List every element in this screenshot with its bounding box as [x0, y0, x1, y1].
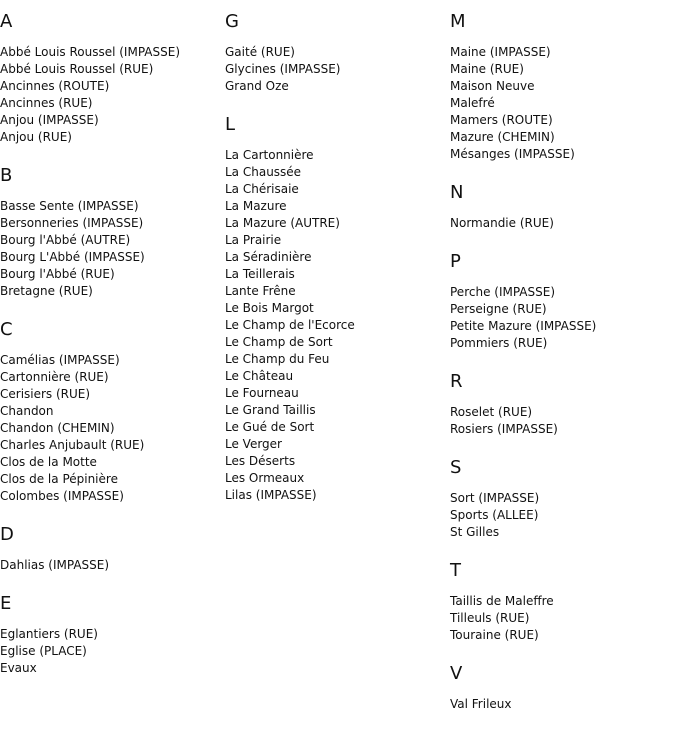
- street-list: [0, 44, 220, 146]
- street-column-1: [0, 8, 220, 693]
- street-name: Lilas (IMPASSE): [225, 488, 317, 502]
- letter-heading: E: [0, 593, 12, 614]
- street-name: Ancinnes (RUE): [0, 96, 93, 110]
- street-name: Ancinnes (ROUTE): [0, 79, 110, 93]
- street-column-3: [450, 8, 670, 729]
- street-name: Normandie (RUE): [450, 216, 554, 230]
- letter-section: [450, 660, 670, 713]
- street-column-2: [225, 8, 445, 520]
- street-list: [225, 147, 445, 504]
- street-list: [450, 215, 670, 232]
- street-name: La Séradinière: [225, 250, 312, 264]
- street-name: La Chérisaie: [225, 182, 299, 196]
- street-name: Mésanges (IMPASSE): [450, 147, 575, 161]
- letter-section: [450, 368, 670, 438]
- street-list: [225, 44, 445, 95]
- street-list: [450, 404, 670, 438]
- street-list: [450, 490, 670, 541]
- street-name: Anjou (RUE): [0, 130, 72, 144]
- street-name: Cartonnière (RUE): [0, 370, 109, 384]
- street-name: Rosiers (IMPASSE): [450, 422, 558, 436]
- street-name: Le Fourneau: [225, 386, 299, 400]
- street-name: Perseigne (RUE): [450, 302, 547, 316]
- letter-section: [0, 316, 220, 505]
- street-name: Clos de la Motte: [0, 455, 97, 469]
- street-name: Le Champ du Feu: [225, 352, 330, 366]
- street-name: Bourg l'Abbé (RUE): [0, 267, 115, 281]
- street-name: Maison Neuve: [450, 79, 535, 93]
- street-name: Camélias (IMPASSE): [0, 353, 120, 367]
- street-name: Pommiers (RUE): [450, 336, 548, 350]
- letter-heading: B: [0, 165, 13, 186]
- letter-heading: C: [0, 319, 13, 340]
- letter-section: [450, 454, 670, 541]
- street-name: Gaité (RUE): [225, 45, 295, 59]
- street-name: Malefré: [450, 96, 495, 110]
- street-name: Le Champ de l'Ecorce: [225, 318, 355, 332]
- letter-section: [0, 521, 220, 574]
- street-name: Le Gué de Sort: [225, 420, 315, 434]
- street-name: La Teillerais: [225, 267, 295, 281]
- letter-heading: D: [0, 524, 14, 545]
- street-name: Tilleuls (RUE): [450, 611, 530, 625]
- letter-heading: T: [450, 560, 461, 581]
- street-name: Abbé Louis Roussel (IMPASSE): [0, 45, 180, 59]
- street-name: Chandon (CHEMIN): [0, 421, 115, 435]
- street-name: Dahlias (IMPASSE): [0, 558, 110, 572]
- street-name: Charles Anjubault (RUE): [0, 438, 145, 452]
- letter-heading: N: [450, 182, 464, 203]
- letter-heading: P: [450, 251, 461, 272]
- street-name: Petite Mazure (IMPASSE): [450, 319, 597, 333]
- street-list: [0, 557, 220, 574]
- street-name: Mamers (ROUTE): [450, 113, 553, 127]
- street-name: Le Champ de Sort: [225, 335, 333, 349]
- street-name: Evaux: [0, 661, 37, 675]
- street-name: Les Ormeaux: [225, 471, 305, 485]
- street-name: Lante Frêne: [225, 284, 296, 298]
- street-name: Les Déserts: [225, 454, 296, 468]
- street-name: Eglantiers (RUE): [0, 627, 98, 641]
- street-name: Le Grand Taillis: [225, 403, 316, 417]
- street-list: [0, 198, 220, 300]
- street-name: Le Bois Margot: [225, 301, 314, 315]
- street-list: [450, 284, 670, 352]
- street-list: [450, 593, 670, 644]
- letter-section: [450, 248, 670, 352]
- street-name: La Chaussée: [225, 165, 302, 179]
- letter-section: [450, 179, 670, 232]
- street-name: Le Verger: [225, 437, 282, 451]
- street-name: Sort (IMPASSE): [450, 491, 540, 505]
- street-name: Bourg L'Abbé (IMPASSE): [0, 250, 145, 264]
- letter-section: [225, 111, 445, 504]
- street-name: La Mazure: [225, 199, 287, 213]
- street-name: Le Château: [225, 369, 294, 383]
- street-name: Sports (ALLEE): [450, 508, 539, 522]
- street-name: La Cartonnière: [225, 148, 314, 162]
- street-name: Glycines (IMPASSE): [225, 62, 341, 76]
- street-name: Cerisiers (RUE): [0, 387, 91, 401]
- street-name: Taillis de Maleffre: [450, 594, 554, 608]
- street-name: Bourg l'Abbé (AUTRE): [0, 233, 131, 247]
- letter-section: [0, 590, 220, 677]
- street-name: Colombes (IMPASSE): [0, 489, 124, 503]
- street-name: Abbé Louis Roussel (RUE): [0, 62, 154, 76]
- street-name: Grand Oze: [225, 79, 289, 93]
- letter-section: [225, 8, 445, 95]
- street-name: La Mazure (AUTRE): [225, 216, 340, 230]
- street-name: Val Frileux: [450, 697, 512, 711]
- letter-section: [0, 8, 220, 146]
- street-name: Clos de la Pépinière: [0, 472, 118, 486]
- street-name: Bersonneries (IMPASSE): [0, 216, 144, 230]
- street-name: Bretagne (RUE): [0, 284, 93, 298]
- street-name: Chandon: [0, 404, 54, 418]
- street-name: La Prairie: [225, 233, 282, 247]
- letter-heading: S: [450, 457, 462, 478]
- street-list: [450, 44, 670, 163]
- street-name: St Gilles: [450, 525, 500, 539]
- letter-heading: G: [225, 11, 239, 32]
- street-name: Maine (IMPASSE): [450, 45, 551, 59]
- street-name: Roselet (RUE): [450, 405, 533, 419]
- street-name: Maine (RUE): [450, 62, 524, 76]
- street-name: Basse Sente (IMPASSE): [0, 199, 139, 213]
- letter-heading: R: [450, 371, 463, 392]
- letter-heading: A: [0, 11, 13, 32]
- letter-heading: L: [225, 114, 236, 135]
- letter-section: [450, 557, 670, 644]
- letter-heading: V: [450, 663, 463, 684]
- street-name: Perche (IMPASSE): [450, 285, 556, 299]
- letter-section: [0, 162, 220, 300]
- street-list: [0, 626, 220, 677]
- street-name: Anjou (IMPASSE): [0, 113, 99, 127]
- street-name: Mazure (CHEMIN): [450, 130, 555, 144]
- letter-heading: M: [450, 11, 466, 32]
- letter-section: [450, 8, 670, 163]
- street-name: Eglise (PLACE): [0, 644, 87, 658]
- street-list: [0, 352, 220, 505]
- street-name: Touraine (RUE): [450, 628, 539, 642]
- street-list: [450, 696, 670, 713]
